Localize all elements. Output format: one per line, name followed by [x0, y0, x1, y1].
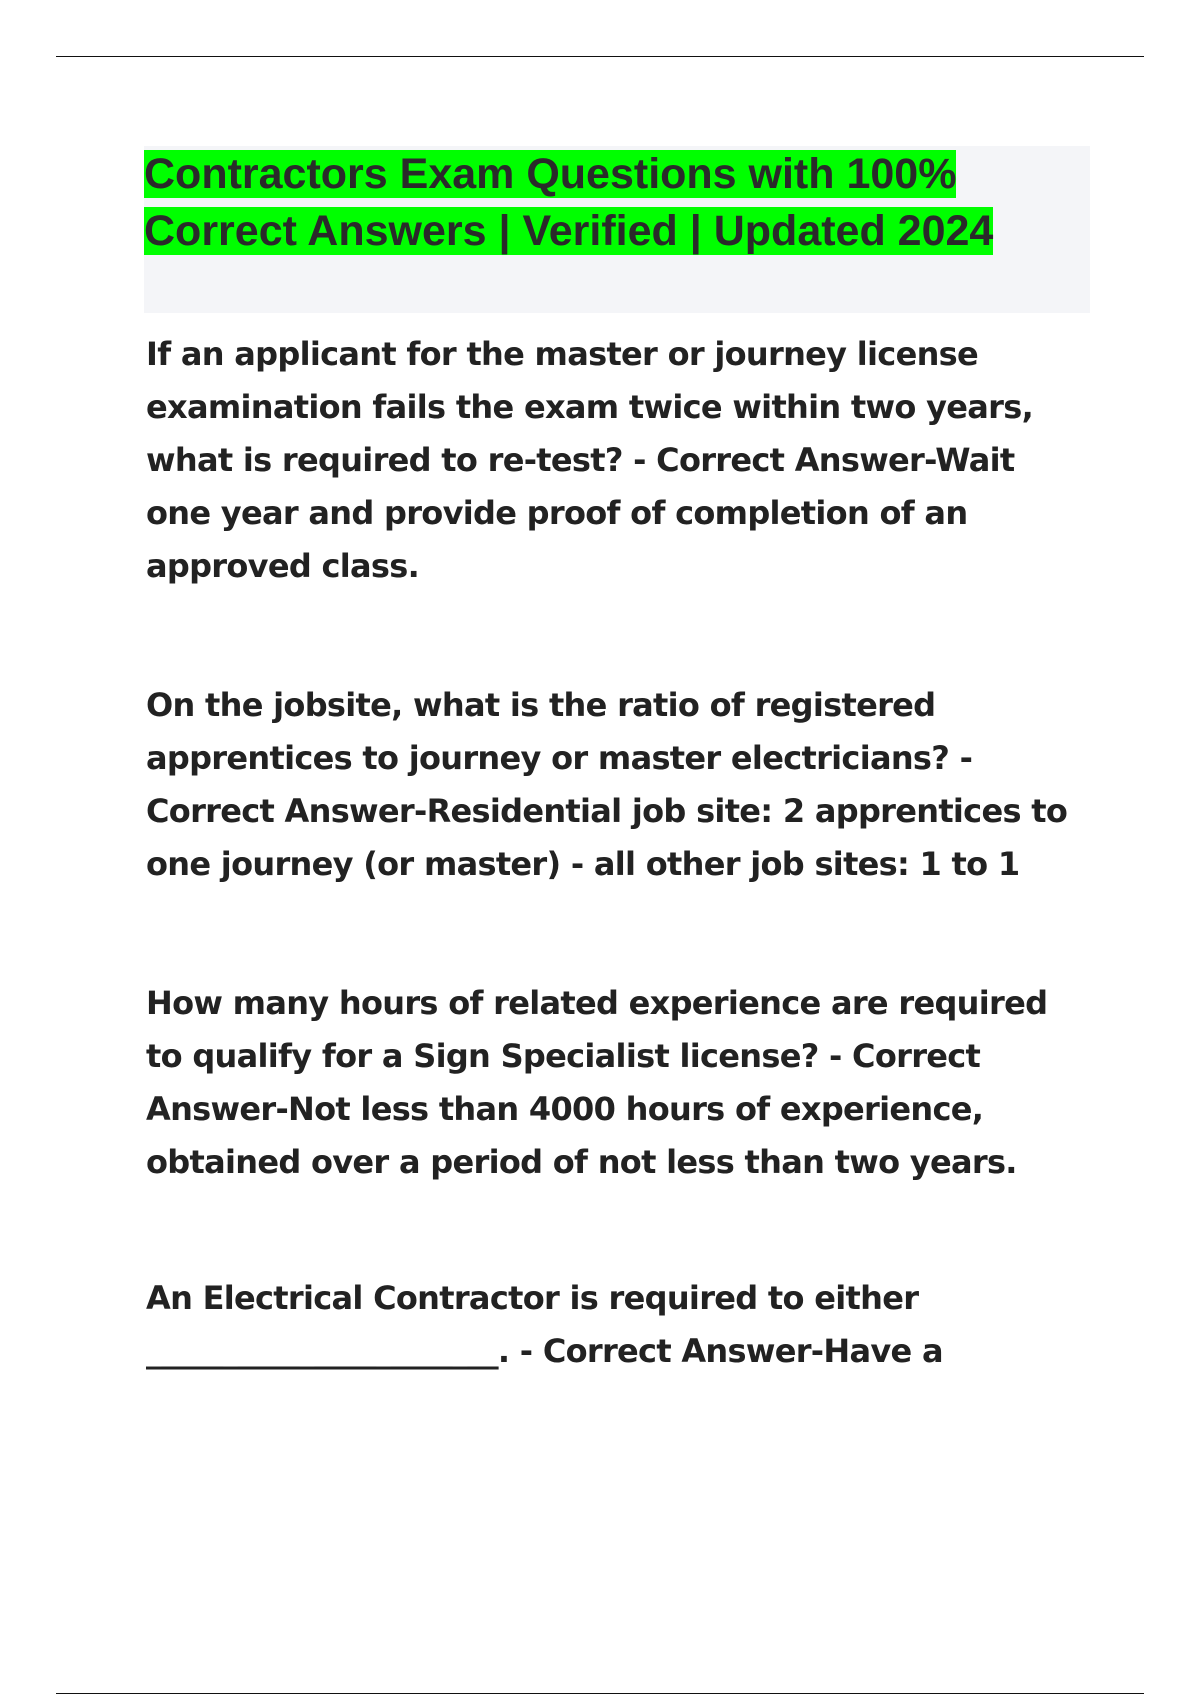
- title-highlight: Contractors Exam Questions with 100% Correct Answers | Verified | Updated 2024: [144, 150, 994, 255]
- bottom-rule: [56, 1693, 1144, 1694]
- qa-item-2: On the jobsite, what is the ratio of registered apprentices to journey or master electricians? - Correct Answer-Residential job site: 2 apprentices to one journey (or master) - all other job sites: 1 to 1: [146, 686, 1068, 883]
- qa-item-4: An Electrical Contractor is required to either _______________________. - Correct Answer-Have a: [146, 1279, 943, 1370]
- qa-item-3: How many hours of related experience are required to qualify for a Sign Specialist license? - Correct Answer-Not less than 4000 hours of experience, obtained over a period of not less than two years.: [146, 984, 1048, 1181]
- title-block: [144, 146, 1090, 313]
- qa-item-1: If an applicant for the master or journey license examination fails the exam twice within two years, what is required to re-test? - Correct Answer-Wait one year and provide proof of completion of an approved class.: [146, 335, 1034, 585]
- document-title: [144, 146, 1090, 260]
- qa-list: [146, 328, 1086, 1378]
- top-rule: [56, 56, 1144, 57]
